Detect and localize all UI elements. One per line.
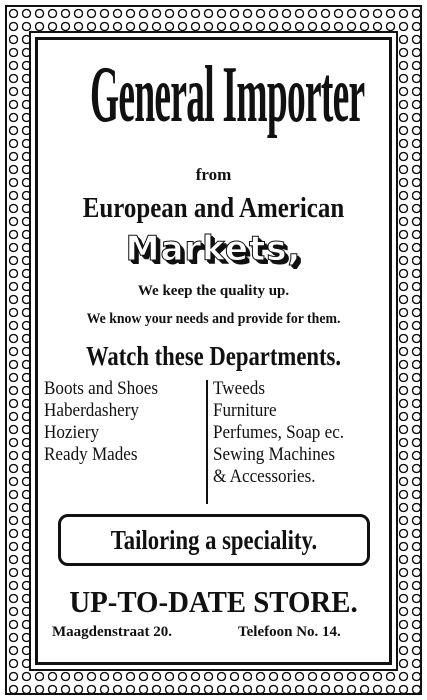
store-address: Maagdenstraat 20. [52,624,172,640]
department-item: Boots and Shoes [44,378,159,399]
markets-word: Markets, [125,229,302,269]
departments-title: Watch these Departments. [85,341,342,371]
department-item: Ready Mades [44,444,138,465]
store-name: UP-TO-DATE STORE. [69,584,358,619]
column-divider [206,380,208,504]
headline: General Importer [90,51,365,140]
department-item: & Accessories. [213,466,316,487]
slogan-quality: We keep the quality up. [137,283,290,299]
slogan-needs: We know your needs and provide for them. [86,311,341,327]
department-item: Tweeds [213,378,265,399]
department-item: Haberdashery [44,400,139,421]
department-item: Sewing Machines [213,444,336,465]
store-telephone: Telefoon No. 14. [238,624,341,640]
from-text: from [195,165,232,184]
tailoring-text: Tailoring a speciality. [110,525,318,555]
departments-left-column [44,378,186,466]
departments-right-column [213,378,375,488]
department-item: Furniture [213,400,277,421]
markets-origin: European and American [82,192,345,224]
department-item: Hoziery [44,422,100,443]
department-item: Perfumes, Soap ec. [213,422,345,443]
